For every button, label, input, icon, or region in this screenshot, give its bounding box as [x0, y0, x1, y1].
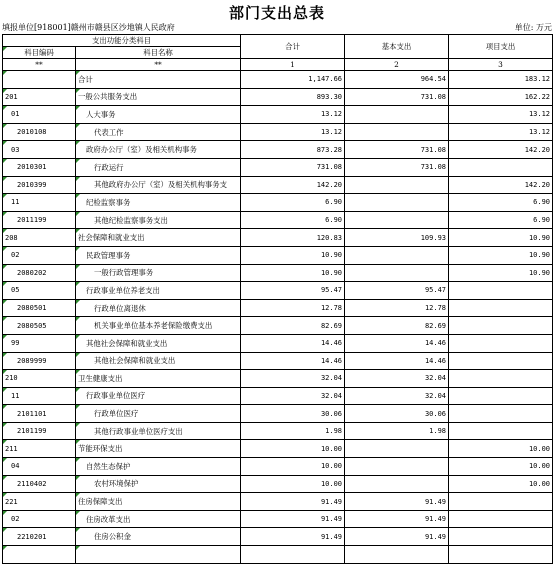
- cell-project: 162.22: [449, 88, 553, 106]
- cell-basic: [345, 211, 449, 229]
- cell-code: 2210201: [3, 528, 76, 546]
- cell-project: [449, 405, 553, 423]
- cell-project: 13.12: [449, 123, 553, 141]
- cell-project: [449, 299, 553, 317]
- table-row: [3, 317, 553, 335]
- table-row: [3, 422, 553, 440]
- cell-total: 82.69: [241, 317, 345, 335]
- table-row: [3, 282, 553, 300]
- header-name-star: **: [76, 59, 241, 71]
- cell-basic: [345, 458, 449, 476]
- cell-total: 13.12: [241, 106, 345, 124]
- cell-name: 自然生态保护: [76, 458, 241, 476]
- cell-basic: 95.47: [345, 282, 449, 300]
- cell-code: 2080202: [3, 264, 76, 282]
- cell-basic: [345, 475, 449, 493]
- cell-name: 行政事业单位医疗: [76, 387, 241, 405]
- cell-name: 民政管理事务: [76, 246, 241, 264]
- table-row: [3, 194, 553, 212]
- cell-project: 10.00: [449, 458, 553, 476]
- cell-name: 政府办公厅（室）及相关机构事务: [76, 141, 241, 159]
- cell-project: [449, 510, 553, 528]
- cell-basic: 1.98: [345, 422, 449, 440]
- cell-code: 2089999: [3, 352, 76, 370]
- cell-project: [449, 352, 553, 370]
- cell-basic: 109.93: [345, 229, 449, 247]
- cell-name: 其他政府办公厅（室）及相关机构事务支: [76, 176, 241, 194]
- cell-basic: 32.04: [345, 387, 449, 405]
- currency-unit: 单位: 万元: [514, 23, 552, 32]
- cell-code: 2080505: [3, 317, 76, 335]
- cell-basic: [345, 123, 449, 141]
- table-row: [3, 440, 553, 458]
- cell-total: 91.49: [241, 493, 345, 511]
- cell-name: 住房保障支出: [76, 493, 241, 511]
- table-row: [3, 475, 553, 493]
- cell-name: 机关事业单位基本养老保险缴费支出: [76, 317, 241, 335]
- cell-basic: 14.46: [345, 352, 449, 370]
- cell-project: [449, 158, 553, 176]
- header-col-3: 3: [449, 59, 553, 71]
- table-row: [3, 458, 553, 476]
- cell-total: 32.04: [241, 387, 345, 405]
- table-row: [3, 493, 553, 511]
- cell-total: 142.20: [241, 176, 345, 194]
- table-row: [3, 71, 553, 89]
- table-row: [3, 88, 553, 106]
- cell-code: 2101199: [3, 422, 76, 440]
- cell-code: 99: [3, 334, 76, 352]
- cell-total: 13.12: [241, 123, 345, 141]
- cell-total: 10.00: [241, 458, 345, 476]
- cell-project: 13.12: [449, 106, 553, 124]
- table-row: [3, 352, 553, 370]
- cell-basic: [345, 194, 449, 212]
- cell-name: 行政运行: [76, 158, 241, 176]
- cell-basic: 91.49: [345, 510, 449, 528]
- cell-basic: [345, 546, 449, 564]
- cell-basic: 964.54: [345, 71, 449, 89]
- cell-name: 节能环保支出: [76, 440, 241, 458]
- cell-code: 11: [3, 387, 76, 405]
- cell-total: 6.90: [241, 194, 345, 212]
- cell-total: 30.06: [241, 405, 345, 423]
- cell-code: 210: [3, 370, 76, 388]
- table-row: [3, 405, 553, 423]
- cell-basic: 731.08: [345, 158, 449, 176]
- cell-name: 行政单位医疗: [76, 405, 241, 423]
- cell-code: 01: [3, 106, 76, 124]
- header-function-category: 支出功能分类科目: [3, 35, 241, 47]
- cell-name: 社会保障和就业支出: [76, 229, 241, 247]
- header-total: 合计: [241, 35, 345, 59]
- cell-total: 10.00: [241, 440, 345, 458]
- cell-name: 其他社会保障和就业支出: [76, 334, 241, 352]
- cell-total: 873.28: [241, 141, 345, 159]
- cell-total: 14.46: [241, 352, 345, 370]
- table-row: [3, 176, 553, 194]
- header-code: 科目编码: [3, 47, 76, 59]
- cell-project: 142.20: [449, 141, 553, 159]
- table-row: [3, 370, 553, 388]
- cell-code: 208: [3, 229, 76, 247]
- cell-project: [449, 370, 553, 388]
- table-row: [3, 387, 553, 405]
- cell-code: 11: [3, 194, 76, 212]
- cell-code: [3, 71, 76, 89]
- cell-total: 95.47: [241, 282, 345, 300]
- cell-project: [449, 334, 553, 352]
- cell-total: 1.98: [241, 422, 345, 440]
- header-code-star: **: [3, 59, 76, 71]
- cell-code: 201: [3, 88, 76, 106]
- cell-name: 人大事务: [76, 106, 241, 124]
- cell-project: 10.00: [449, 440, 553, 458]
- cell-project: [449, 317, 553, 335]
- cell-name: [76, 546, 241, 564]
- cell-code: 02: [3, 510, 76, 528]
- cell-name: 一般公共服务支出: [76, 88, 241, 106]
- cell-code: 2101101: [3, 405, 76, 423]
- cell-name: 其他社会保障和就业支出: [76, 352, 241, 370]
- table-row: [3, 246, 553, 264]
- cell-total: 893.30: [241, 88, 345, 106]
- cell-code: 05: [3, 282, 76, 300]
- report-title: 部门支出总表: [228, 4, 325, 22]
- cell-name: 住房公积金: [76, 528, 241, 546]
- cell-code: 211: [3, 440, 76, 458]
- cell-total: 91.49: [241, 510, 345, 528]
- cell-total: 91.49: [241, 528, 345, 546]
- cell-project: 10.90: [449, 264, 553, 282]
- cell-name: 卫生健康支出: [76, 370, 241, 388]
- table-row: [3, 334, 553, 352]
- cell-project: 10.90: [449, 229, 553, 247]
- cell-project: [449, 528, 553, 546]
- cell-name: 合计: [76, 71, 241, 89]
- cell-name: 纪检监察事务: [76, 194, 241, 212]
- cell-name: 行政事业单位养老支出: [76, 282, 241, 300]
- cell-basic: [345, 440, 449, 458]
- filler-unit: 填报单位[918001]赣州市赣县区沙地镇人民政府: [2, 23, 175, 32]
- table-row: [3, 158, 553, 176]
- cell-name: 住房改革支出: [76, 510, 241, 528]
- cell-total: 14.46: [241, 334, 345, 352]
- cell-total: 10.00: [241, 475, 345, 493]
- header-col-2: 2: [345, 59, 449, 71]
- cell-basic: 91.49: [345, 493, 449, 511]
- cell-basic: 30.06: [345, 405, 449, 423]
- expenditure-table: [2, 34, 553, 564]
- table-row: [3, 106, 553, 124]
- cell-total: 6.90: [241, 211, 345, 229]
- cell-basic: 731.08: [345, 88, 449, 106]
- cell-code: 221: [3, 493, 76, 511]
- cell-total: [241, 546, 345, 564]
- cell-project: 6.90: [449, 194, 553, 212]
- cell-name: 其他行政事业单位医疗支出: [76, 422, 241, 440]
- cell-name: 行政单位离退休: [76, 299, 241, 317]
- cell-basic: 12.78: [345, 299, 449, 317]
- cell-total: 10.90: [241, 246, 345, 264]
- cell-basic: [345, 176, 449, 194]
- cell-basic: 731.08: [345, 141, 449, 159]
- cell-project: 183.12: [449, 71, 553, 89]
- cell-code: 2011199: [3, 211, 76, 229]
- cell-total: 32.04: [241, 370, 345, 388]
- table-row: [3, 299, 553, 317]
- cell-total: 12.78: [241, 299, 345, 317]
- cell-basic: 91.49: [345, 528, 449, 546]
- table-row: [3, 528, 553, 546]
- cell-basic: [345, 264, 449, 282]
- table-row: [3, 123, 553, 141]
- cell-code: 2080501: [3, 299, 76, 317]
- cell-project: [449, 282, 553, 300]
- cell-name: 其他纪检监察事务支出: [76, 211, 241, 229]
- cell-total: 1,147.66: [241, 71, 345, 89]
- cell-basic: [345, 106, 449, 124]
- cell-project: [449, 422, 553, 440]
- cell-code: 2110402: [3, 475, 76, 493]
- cell-total: 120.83: [241, 229, 345, 247]
- header-basic: 基本支出: [345, 35, 449, 59]
- cell-project: 142.20: [449, 176, 553, 194]
- table-row: [3, 510, 553, 528]
- table-body: [3, 71, 553, 564]
- cell-basic: [345, 246, 449, 264]
- cell-code: 2010301: [3, 158, 76, 176]
- cell-total: 731.08: [241, 158, 345, 176]
- cell-name: 农村环境保护: [76, 475, 241, 493]
- cell-name: 代表工作: [76, 123, 241, 141]
- cell-name: 一般行政管理事务: [76, 264, 241, 282]
- header-name: 科目名称: [76, 47, 241, 59]
- cell-basic: 32.04: [345, 370, 449, 388]
- cell-code: [3, 546, 76, 564]
- header-row-1: [3, 35, 553, 47]
- table-row: [3, 141, 553, 159]
- cell-code: 02: [3, 246, 76, 264]
- cell-basic: 14.46: [345, 334, 449, 352]
- cell-project: 6.90: [449, 211, 553, 229]
- cell-project: [449, 493, 553, 511]
- table-row: [3, 546, 553, 564]
- header-row-3: [3, 59, 553, 71]
- cell-code: 2010108: [3, 123, 76, 141]
- cell-code: 03: [3, 141, 76, 159]
- cell-code: 2010399: [3, 176, 76, 194]
- cell-code: 04: [3, 458, 76, 476]
- cell-basic: 82.69: [345, 317, 449, 335]
- cell-project: 10.90: [449, 246, 553, 264]
- cell-project: [449, 546, 553, 564]
- cell-total: 10.90: [241, 264, 345, 282]
- table-row: [3, 229, 553, 247]
- table-row: [3, 211, 553, 229]
- table-row: [3, 264, 553, 282]
- header-project: 项目支出: [449, 35, 553, 59]
- cell-project: 10.00: [449, 475, 553, 493]
- cell-project: [449, 387, 553, 405]
- header-col-1: 1: [241, 59, 345, 71]
